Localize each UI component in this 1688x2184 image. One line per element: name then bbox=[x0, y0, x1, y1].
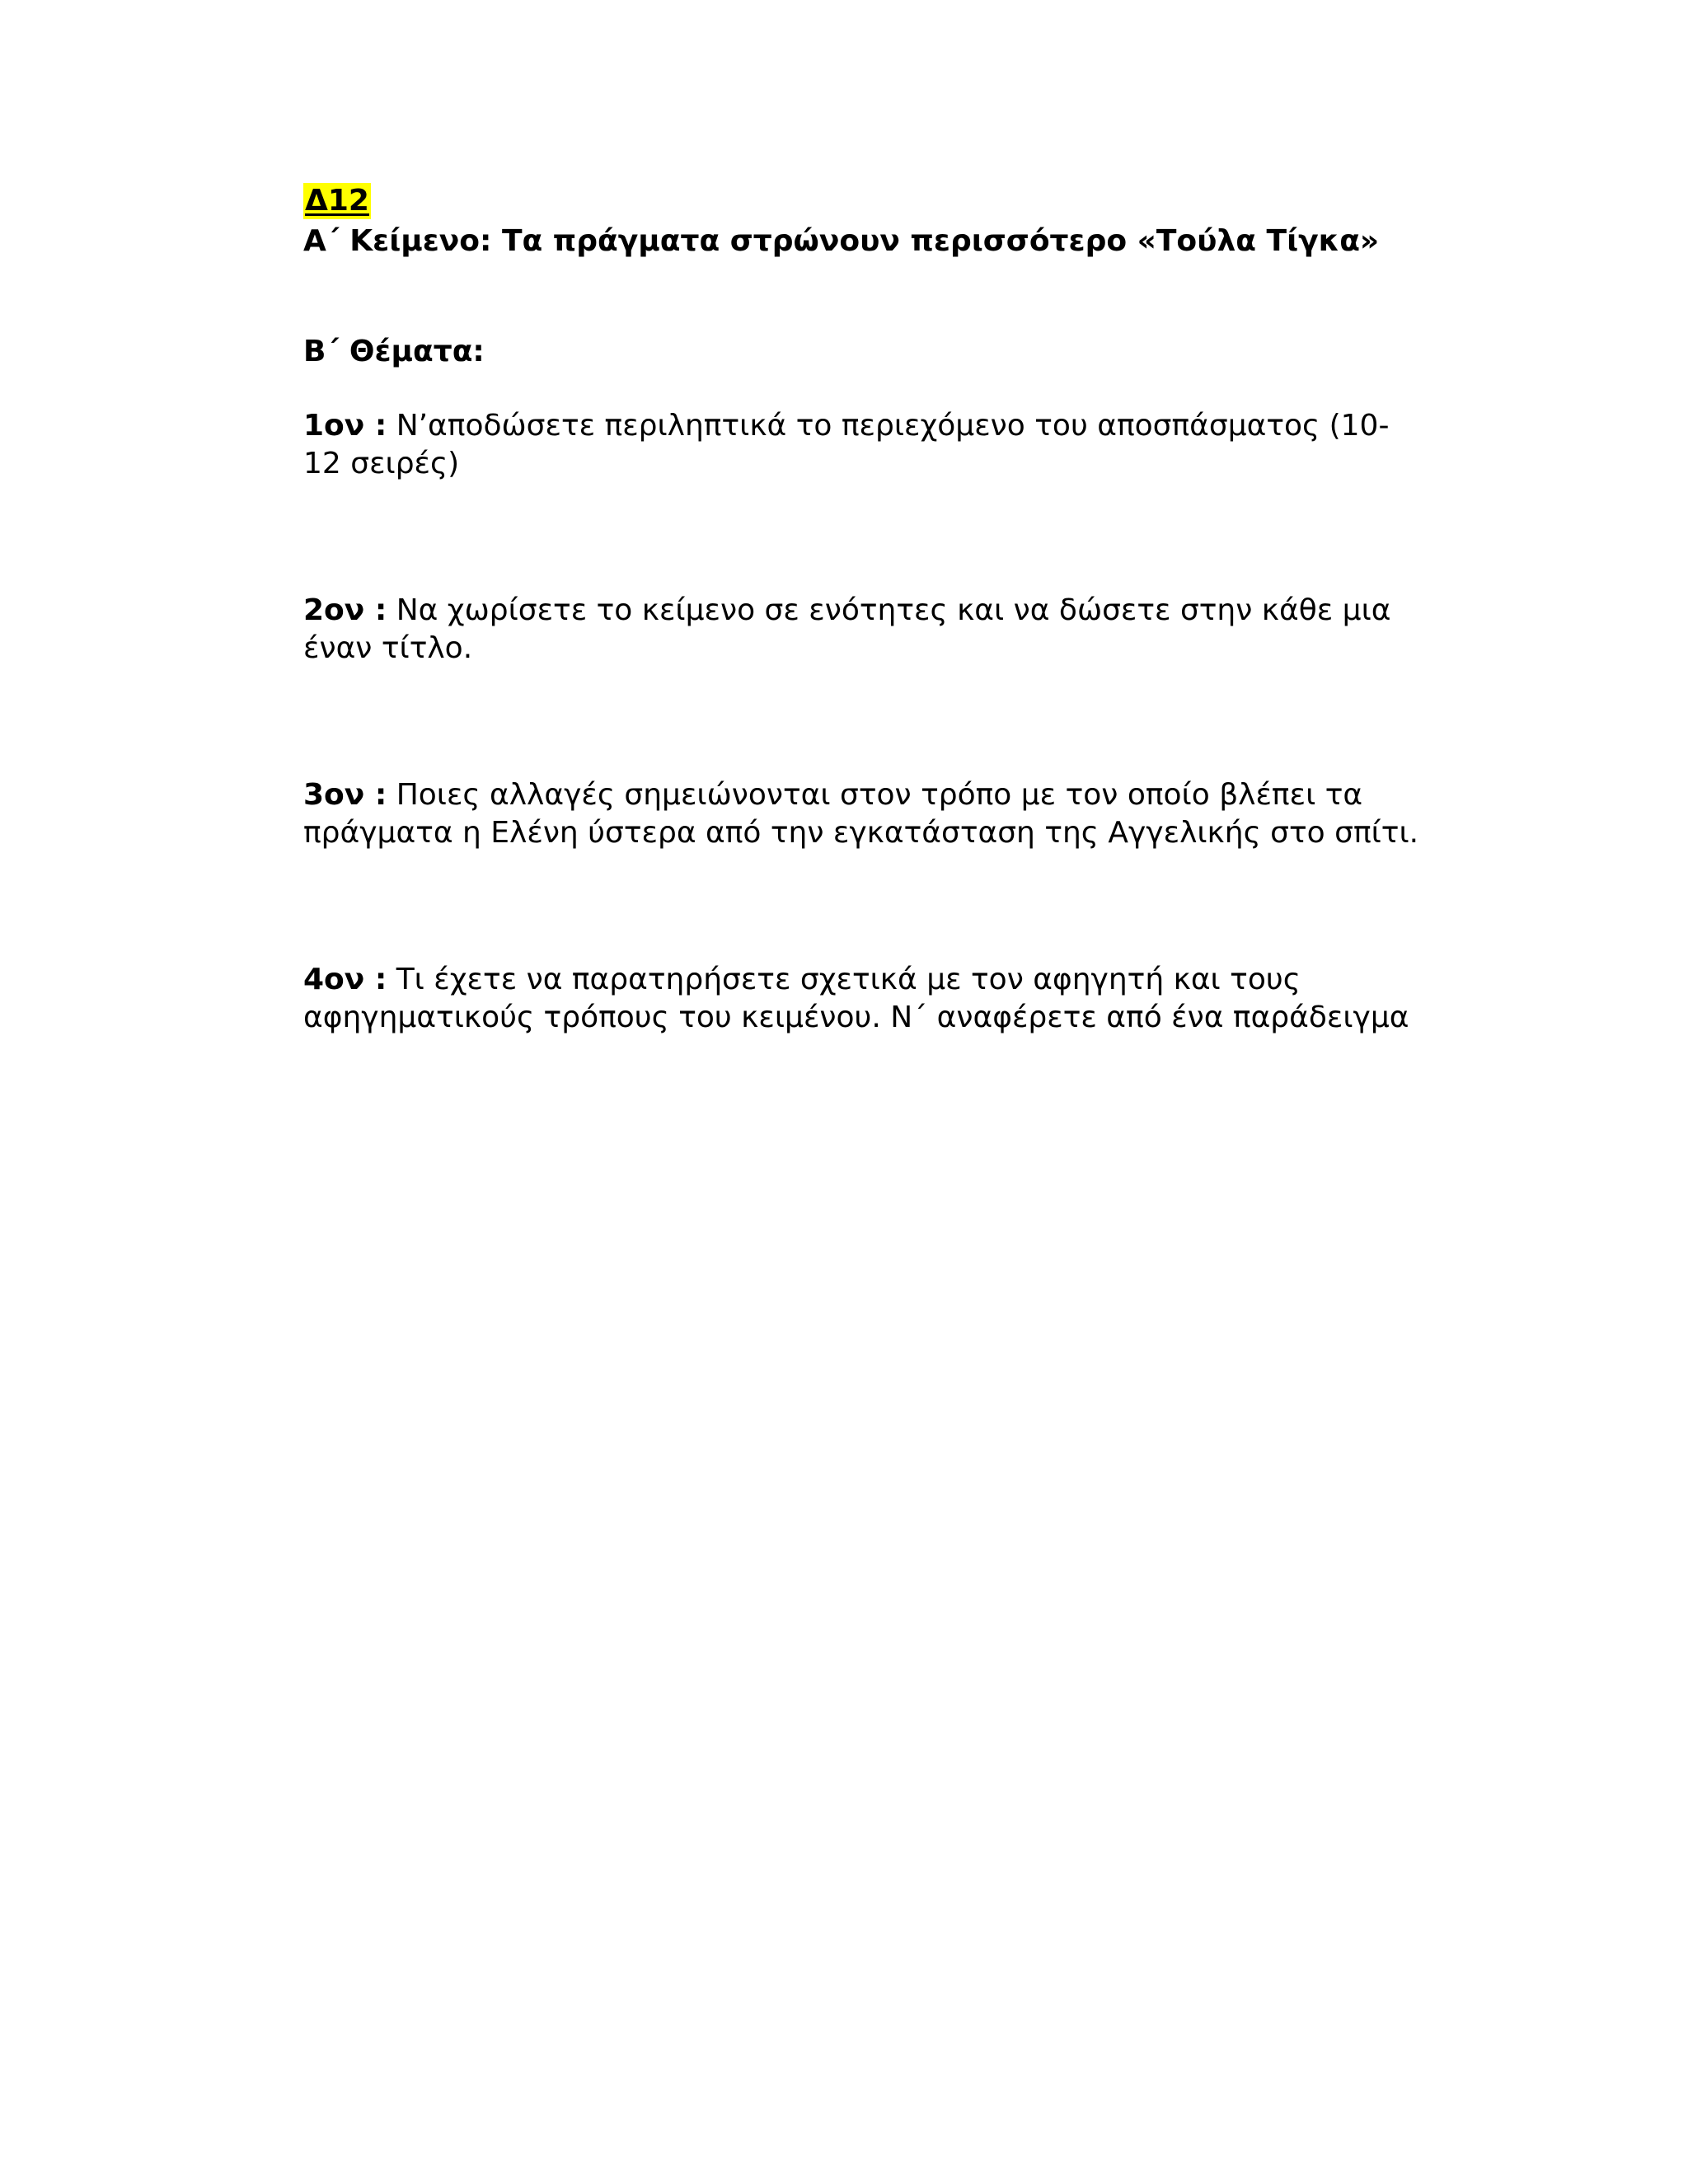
document-code-highlighted: Δ12 bbox=[305, 184, 369, 218]
question-1 bbox=[303, 407, 1424, 483]
text-title: Α΄ Κείμενο: Τα πράγματα στρώνουν περισσότερο «Τούλα Τίγκα» bbox=[303, 224, 1380, 258]
question-4-label: 4ον : bbox=[303, 963, 387, 996]
question-3-text: Ποιες αλλαγές σημειώνονται στον τρόπο με τον οποίο βλέπει τα πράγματα η Ελένη ύστερα από την εγκατάσταση της Αγγελικής στο σπίτι. bbox=[303, 778, 1419, 850]
question-3 bbox=[303, 776, 1424, 852]
question-2-label: 2ον : bbox=[303, 593, 387, 627]
question-1-text: Ν’αποδώσετε περιληπτικά το περιεχόμενο του αποσπάσματος (10-12 σειρές) bbox=[303, 409, 1390, 480]
question-3-label: 3ον : bbox=[303, 778, 387, 812]
question-2-text: Να χωρίσετε το κείμενο σε ενότητες και να δώσετε στην κάθε μια έναν τίτλο. bbox=[303, 593, 1391, 665]
document-content bbox=[303, 183, 1424, 1037]
question-4-text: Τι έχετε να παρατηρήσετε σχετικά με τον αφηγητή και τους αφηγηματικούς τρόπους του κειμένου. Ν΄ αναφέρετε από ένα παράδειγμα bbox=[303, 963, 1409, 1034]
question-4 bbox=[303, 961, 1424, 1037]
section-title: Β΄ Θέματα: bbox=[303, 335, 485, 368]
question-2 bbox=[303, 592, 1424, 668]
document-code-row bbox=[303, 183, 1424, 219]
question-1-label: 1ον : bbox=[303, 409, 387, 443]
